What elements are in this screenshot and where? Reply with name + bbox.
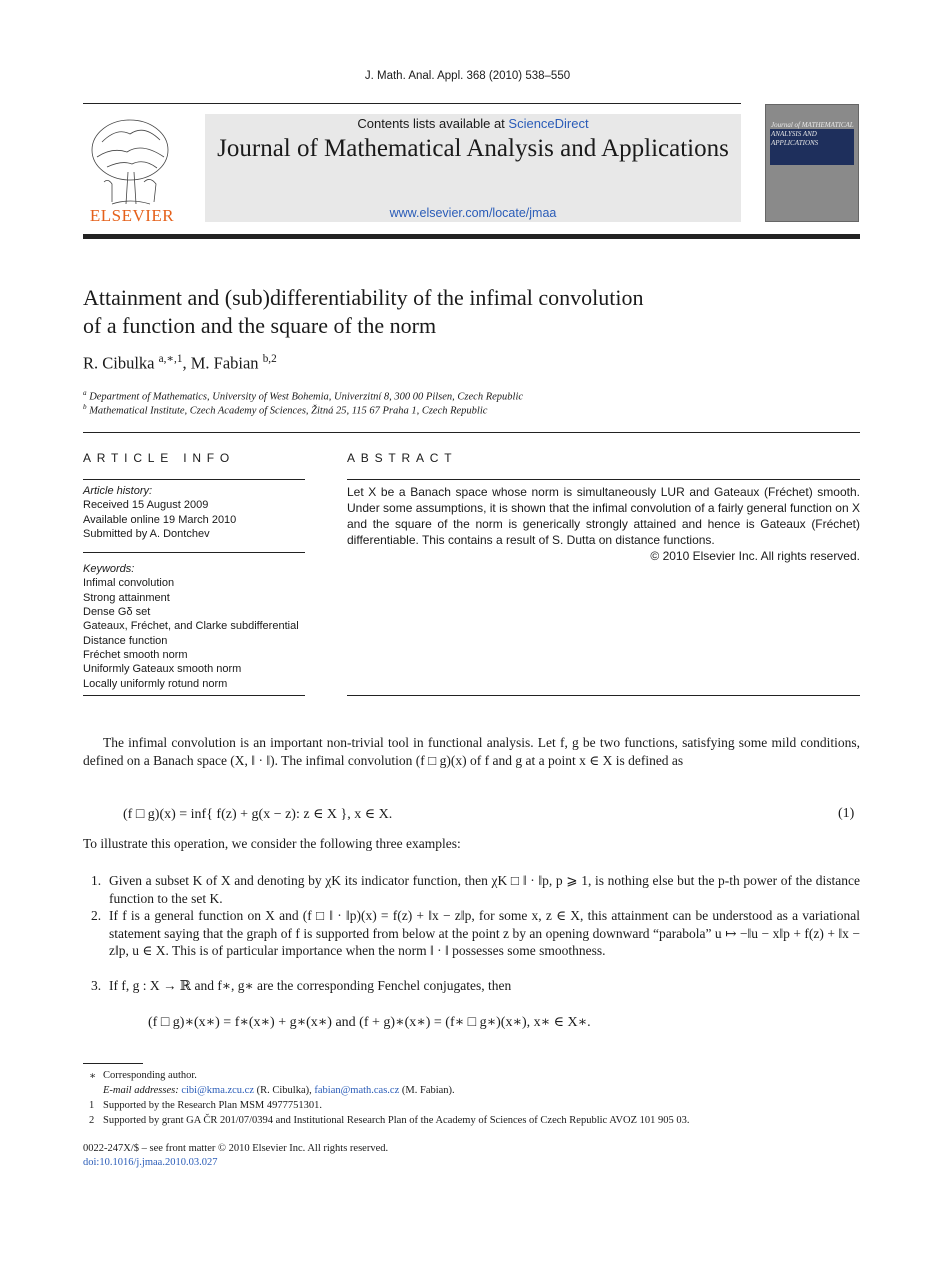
footnote-mark: 1 [89,1100,95,1111]
list-item-number: 3. [91,978,102,993]
keyword-item: Gateaux, Fréchet, and Clarke subdifferential [83,620,299,633]
equation-fenchel: (f □ g)∗(x∗) = f∗(x∗) + g∗(x∗) and (f + g)∗(x∗) = (f∗ □ g∗)(x∗), x∗ ∈ X∗. [148,1015,591,1030]
author-fabian: M. Fabian [190,353,259,373]
list-item [83,977,860,995]
email-cibulka-name: (R. Cibulka), [254,1085,315,1096]
journal-title: Journal of Mathematical Analysis and Applications [217,135,729,162]
header-top-rule [83,103,741,104]
email-label: E-mail addresses: [103,1085,182,1096]
keyword-item: Uniformly Gateaux smooth norm [83,663,242,676]
abstract-body [347,484,860,564]
affiliation-b-text: Mathematical Institute, Czech Academy of Sciences, Žitná 25, 115 67 Praha 1, Czech Republic [89,405,488,417]
equation-1-number: (1) [838,806,855,821]
info-bottom-rule [83,695,305,696]
article-title-line-2: of a function and the square of the norm [83,313,437,338]
abstract-top-rule [347,479,860,480]
abstract-heading: ABSTRACT [347,451,458,465]
contents-prefix: Contents lists available at [357,116,509,131]
keywords-label: Keywords: [83,563,135,576]
journal-reference: J. Math. Anal. Appl. 368 (2010) 538–550 [364,70,571,82]
author-fabian-marks[interactable]: b,2 [262,353,277,365]
contents-line [205,116,741,131]
email-fabian-link[interactable]: fabian@math.cas.cz [314,1085,400,1096]
history-label: Article history: [83,485,153,497]
footnote-text: Supported by the Research Plan MSM 4977751301. [103,1100,323,1111]
intro-paragraph [83,734,860,769]
elsevier-logo [82,112,182,225]
submitted-by: Submitted by A. Dontchev [83,527,210,540]
doi-link[interactable]: doi:10.1016/j.jmaa.2010.03.027 [83,1157,218,1168]
header-thick-rule [83,234,860,239]
journal-cover-thumbnail [765,104,859,222]
journal-url-link[interactable]: www.elsevier.com/locate/jmaa [389,206,557,220]
author-list [83,352,277,374]
footnote-text: Supported by grant GA ČR 201/07/0394 and Institutional Research Plan of the Academy of Sciences of Czech Republic AVOZ 101 905 03. [103,1115,690,1126]
journal-masthead [205,114,741,222]
affiliation-a-text: Department of Mathematics, University of West Bohemia, Univerzitní 8, 300 00 Pilsen, Czech Republic [89,391,524,403]
publisher-name: ELSEVIER [89,206,175,225]
list-item [83,872,860,908]
affiliation-b-mark: b [83,403,87,411]
author-cibulka-marks[interactable]: a,∗,1 [158,353,183,365]
keyword-item: Locally uniformly rotund norm [83,677,228,690]
sciencedirect-link[interactable]: ScienceDirect [508,116,589,131]
article-info-panel [83,484,305,691]
article-title [83,284,783,340]
author-separator: , [182,353,191,373]
author-cibulka: R. Cibulka [83,353,155,373]
keyword-item: Distance function [83,634,168,647]
keyword-item: Fréchet smooth norm [83,648,188,661]
affiliation-a-mark: a [83,389,87,397]
footnote-emails [83,1085,860,1099]
footnote-corresponding [83,1070,860,1084]
email-cibulka-link[interactable]: cibi@kma.zcu.cz [181,1085,254,1096]
article-info-heading: ARTICLE INFO [83,451,236,465]
equation-1: (f □ g)(x) = inf{ f(z) + g(x − z): z ∈ X }, x ∈ X. [123,807,393,822]
list-item-number: 1. [91,873,102,888]
list-item-text: If f is a general function on X and (f □ ‖ · ‖p)(x) = f(z) + ‖x − z‖p, for some x, z ∈ X, this attainment can be understood as a variational statement saying that the graph of f is supported from below at the point z by an opening downward “parabola” u ↦ −‖u − x‖p + f(z) + ‖x − z‖p, u ∈ X. This is of particular importance when the norm ‖ · ‖ possesses some smoothness. [109,908,860,958]
footnote-text: Corresponding author. [103,1070,197,1081]
affiliation-a [83,389,523,403]
keyword-item: Strong attainment [83,591,170,604]
footnote-mark: ∗ [89,1071,97,1082]
front-matter-rule [83,432,860,433]
issn-line: 0022-247X/$ – see front matter © 2010 Elsevier Inc. All rights reserved. [83,1143,389,1154]
affiliation-b [83,403,487,417]
footnote-email-line [103,1085,455,1096]
footnote-1 [83,1100,860,1114]
keywords-rule [83,552,305,553]
list-item [83,907,860,977]
email-fabian-name: (M. Fabian). [399,1085,455,1096]
list-item-text: If f, g : X → ℝ and f∗, g∗ are the corresponding Fenchel conjugates, then [109,978,512,993]
abstract-copyright: © 2010 Elsevier Inc. All rights reserved. [650,549,860,563]
cover-text: Journal of MATHEMATICAL ANALYSIS AND APPLICATIONS [771,121,854,147]
footnote-rule [83,1063,143,1064]
info-top-rule [83,479,305,480]
abstract-bottom-rule [347,695,860,696]
list-item-number: 2. [91,908,102,923]
illustrate-sentence: To illustrate this operation, we consider the following three examples: [83,836,461,851]
list-item-text: Given a subset K of X and denoting by χK its indicator function, then χK □ ‖ · ‖p, p ⩾ 1, is nothing else but the p-th power of the distance function to the set K. [109,873,860,906]
received-date: Received 15 August 2009 [83,499,209,512]
footnote-mark: 2 [89,1115,95,1126]
article-title-line-1: Attainment and (sub)differentiability of the infimal convolution [83,285,644,310]
footnote-2 [83,1115,860,1129]
intro-text: The infimal convolution is an important non-trivial tool in functional analysis. Let f, g be two functions, satisfying some mild conditions, defined on a Banach space (X, ‖ · ‖). The infimal convolution (f □ g)(x) of f and g at a point x ∈ X is defined as [83,735,860,768]
keyword-item: Dense Gδ set [83,606,151,619]
online-date: Available online 19 March 2010 [83,513,237,526]
keywords-spacer [83,541,305,562]
abstract-text: Let X be a Banach space whose norm is simultaneously LUR and Gateaux (Fréchet) smooth. Under some assumptions, it is shown that the infimal convolution of a fairly general function on X and the square of the norm is generically strongly attained and hence is Gateaux (Fréchet) differentiable. This contains a result of S. Dutta on distance functions. [347,485,860,547]
keyword-item: Infimal convolution [83,577,175,590]
